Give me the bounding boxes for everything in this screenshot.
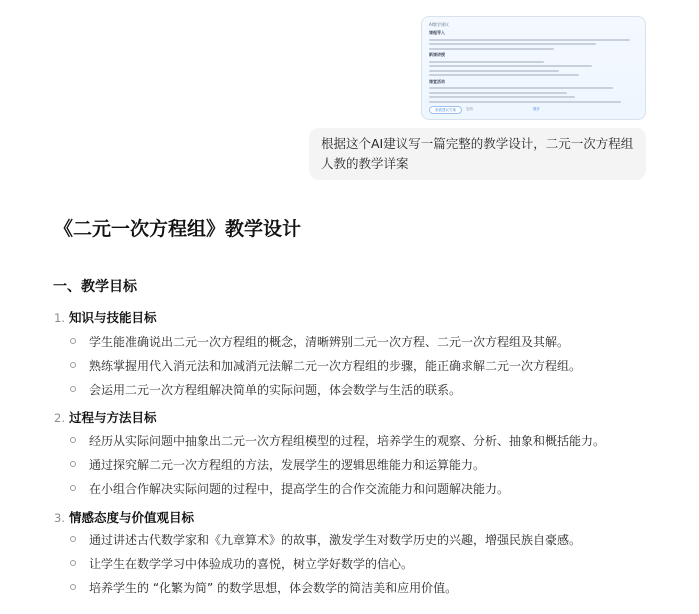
- circle-bullet-icon: [70, 437, 76, 443]
- goal-bullet: 通过讲述古代数学家和《九章算术》的故事，激发学生对数学历史的兴趣，增强民族自豪感。: [70, 531, 581, 548]
- circle-bullet-icon: [70, 461, 76, 467]
- thumbnail-text-line: [429, 43, 596, 45]
- goal-bullet: 学生能准确说出二元一次方程组的概念，清晰辨别二元一次方程、二元一次方程组及其解。: [70, 333, 569, 350]
- thumbnail-expand-label: 展开: [533, 107, 540, 111]
- thumbnail-header: AI教学建议: [429, 22, 449, 27]
- thumbnail-section: 课堂活动: [429, 78, 445, 84]
- goal-bullet: 在小组合作解决实际问题的过程中，提高学生的合作交流能力和问题解决能力。: [70, 480, 509, 497]
- goal-label: 过程与方法目标: [69, 410, 157, 425]
- thumbnail-text-line: [429, 48, 554, 50]
- thumbnail-text-line: [429, 74, 579, 76]
- circle-bullet-icon: [70, 338, 76, 344]
- thumbnail-text-line: [429, 96, 575, 98]
- circle-bullet-icon: [70, 485, 76, 491]
- circle-bullet-icon: [70, 536, 76, 542]
- circle-bullet-icon: [70, 560, 76, 566]
- thumbnail-text-line: [429, 65, 592, 67]
- thumbnail-section: 课程导入: [429, 30, 445, 35]
- thumbnail-text-line: [429, 61, 544, 63]
- goal-number: 1.: [54, 311, 65, 325]
- goal-label: 知识与技能目标: [69, 310, 157, 325]
- goal-bullet: 熟练掌握用代入消元法和加减消元法解二元一次方程组的步骤，能正确求解二元一次方程组。: [70, 357, 581, 374]
- goal-item: [54, 408, 157, 426]
- thumbnail-footer: [429, 106, 638, 114]
- circle-bullet-icon: [70, 362, 76, 368]
- section-heading: 一、教学目标: [53, 279, 137, 295]
- attached-image-thumbnail[interactable]: [421, 16, 646, 120]
- circle-bullet-icon: [70, 386, 76, 392]
- thumbnail-text-line: [429, 92, 567, 94]
- thumbnail-copy-label: 复制: [466, 107, 473, 111]
- goal-bullet: 让学生在数学学习中体验成功的喜悦，树立学好数学的信心。: [70, 555, 413, 572]
- goal-bullet: 经历从实际问题中抽象出二元一次方程组模型的过程，培养学生的观察、分析、抽象和概括能力。: [70, 432, 605, 449]
- goal-bullet: 培养学生的 “化繁为简” 的数学思想，体会数学的简洁美和应用价值。: [70, 579, 457, 596]
- thumbnail-text-line: [429, 70, 559, 72]
- goal-bullet: 通过探究解二元一次方程组的方法，发展学生的逻辑思维能力和运算能力。: [70, 456, 485, 473]
- goal-number: 3.: [54, 511, 65, 525]
- goal-bullet: 会运用二元一次方程组解决简单的实际问题，体会数学与生活的联系。: [70, 381, 461, 398]
- goal-label: 情感态度与价值观目标: [69, 510, 195, 525]
- user-message-text: 根据这个AI建议写一篇完整的教学设计，二元一次方程组人教的教学详案: [321, 136, 634, 171]
- thumbnail-text-line: [429, 101, 621, 103]
- thumbnail-text-line: [429, 39, 630, 41]
- goal-item: [54, 508, 194, 526]
- document-title: 《二元一次方程组》教学设计: [54, 218, 302, 240]
- goal-item: [54, 308, 157, 326]
- thumbnail-view-pill: 查看建议方案: [429, 106, 462, 114]
- goal-number: 2.: [54, 411, 65, 425]
- thumbnail-text-line: [429, 87, 613, 89]
- circle-bullet-icon: [70, 584, 76, 590]
- user-message-bubble: [309, 128, 646, 180]
- thumbnail-section: 新课讲授: [429, 52, 445, 57]
